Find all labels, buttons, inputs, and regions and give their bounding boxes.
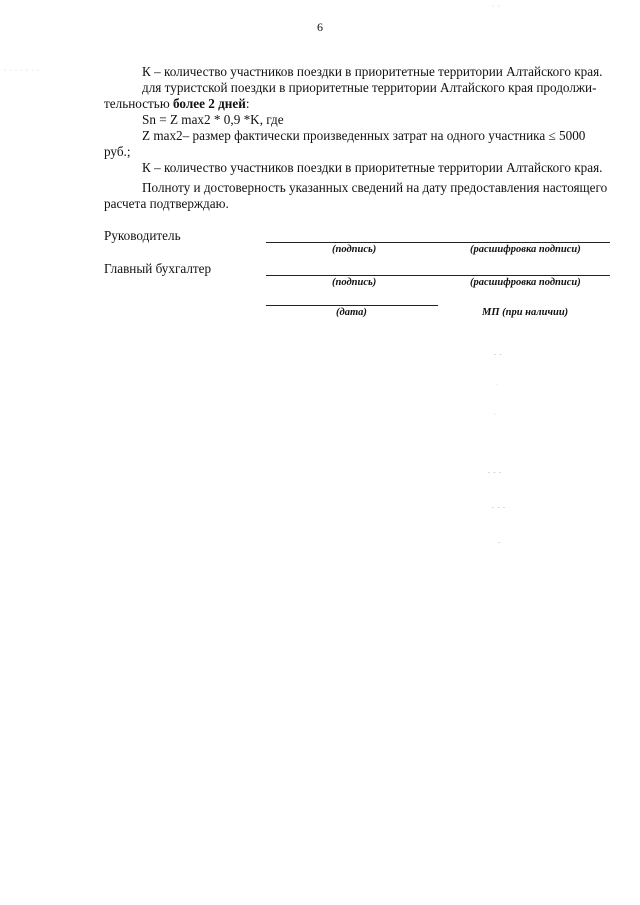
accountant-signature-line [266, 275, 610, 276]
confirmation-block [104, 180, 608, 212]
calculation-block [104, 64, 604, 176]
scan-artifact: - - - [492, 505, 506, 511]
k-definition-line: К – количество участников поездки в приоритетные территории Алтайского края. [142, 64, 603, 79]
scan-artifact: · [496, 382, 499, 388]
zmax-continuation-line: руб.; [104, 144, 131, 159]
head-label: Руководитель [104, 228, 181, 243]
trip-condition-line: для туристской поездки в приоритетные территории Алтайского края продолжи- [142, 80, 597, 95]
accountant-signature-caption: (подпись) [332, 277, 377, 288]
head-signature-line [266, 242, 610, 243]
trip-duration-bold: более 2 дней [172, 96, 246, 111]
accountant-label: Главный бухгалтер [104, 261, 212, 276]
scan-artifact: · [494, 412, 497, 418]
trip-duration-line [104, 96, 604, 112]
scan-artifact: - - - [488, 470, 502, 476]
zmax-definition-line: Z max2– размер фактически произведенных затрат на одного участника ≤ 5000 [142, 128, 586, 143]
k-definition-line-2: К – количество участников поездки в приоритетные территории Алтайского края. [142, 160, 603, 175]
confirmation-line-1: Полноту и достоверность указанных сведений на дату предоставления настоящего [142, 180, 608, 195]
formula-line: Sn = Z max2 * 0,9 *K, где [142, 112, 284, 127]
date-caption: (дата) [336, 307, 367, 318]
accountant-decoding-caption: (расшифровка подписи) [470, 277, 581, 288]
scan-artifact: · · · · · · · [4, 68, 40, 74]
scan-artifact: · · [492, 4, 501, 10]
stamp-caption: МП (при наличии) [482, 307, 569, 318]
page-number: 6 [317, 20, 323, 34]
head-signature-caption: (подпись) [332, 244, 377, 255]
trip-duration-prefix: тельностью [104, 96, 173, 111]
confirmation-line-2: расчета подтверждаю. [104, 196, 229, 211]
trip-duration-suffix: : [245, 96, 250, 111]
date-line [266, 305, 438, 306]
scan-artifact: - - [494, 352, 503, 358]
scan-artifact: - [498, 540, 501, 546]
head-decoding-caption: (расшифровка подписи) [470, 244, 581, 255]
